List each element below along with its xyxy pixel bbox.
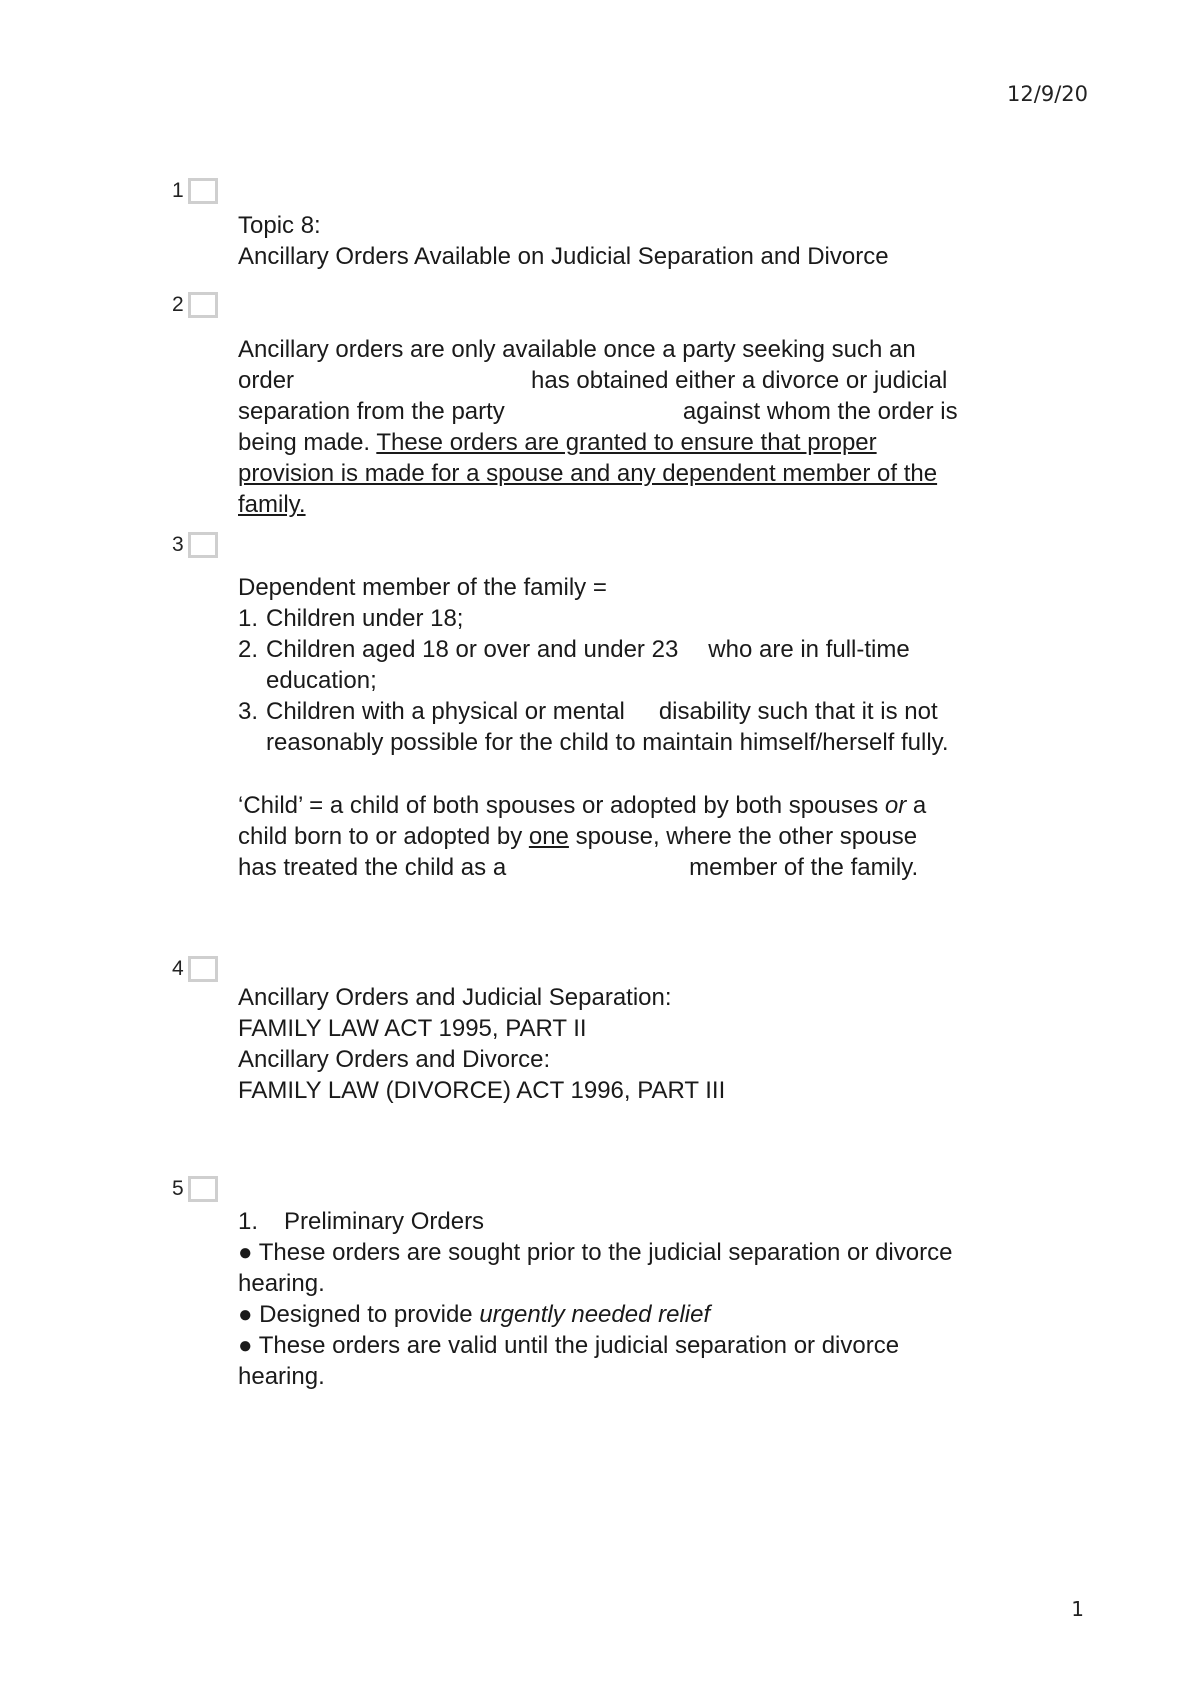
underlined-text: provision is made for a spouse and any dependent member of the (238, 460, 938, 487)
page-number: 1 (1071, 1597, 1084, 1621)
text-line: FAMILY LAW (DIVORCE) ACT 1996, PART III (238, 1077, 726, 1104)
paragraph-line (238, 427, 1058, 458)
list-item: 1. Children under 18; (238, 605, 464, 632)
text-fragment: has obtained either a divorce or judicial (531, 367, 948, 394)
text-fragment: against whom the order is (682, 398, 958, 425)
slide-marker (172, 292, 218, 318)
child-definition-line: ‘Child’ = a child of both spouses or adopted by both spouses or a (238, 792, 927, 819)
paragraph-line (238, 365, 1058, 396)
text-line: Ancillary Orders and Judicial Separation: (238, 984, 672, 1011)
slide-thumbnail-box (188, 956, 218, 982)
section-heading: 1. Preliminary Orders (238, 1208, 485, 1235)
slide-content (238, 1206, 1058, 1392)
child-definition-line: has treated the child as a member of the family. (238, 854, 919, 881)
bullet-line: ● These orders are valid until the judicial separation or divorce (238, 1332, 900, 1359)
child-definition-line: child born to or adopted by one spouse, where the other spouse (238, 823, 918, 850)
bullet-line: hearing. (238, 1270, 325, 1297)
bullet-line: ● Designed to provide urgently needed relief (238, 1301, 711, 1328)
slide-thumbnail-box (188, 292, 218, 318)
slide-number: 1 (172, 179, 184, 202)
date-header: 12/9/20 (1007, 82, 1088, 106)
text-fragment: order (238, 367, 295, 394)
slide-content (238, 982, 1058, 1106)
list-item: 3. Children with a physical or mental disability such that it is not reasonably possible for the child to maintain himself/herself fully. (238, 698, 949, 756)
text-line: FAMILY LAW ACT 1995, PART II (238, 1015, 587, 1042)
slide-marker (172, 1176, 218, 1202)
slide-thumbnail-box (188, 532, 218, 558)
paragraph-line: Ancillary orders are only available once a party seeking such an (238, 336, 916, 363)
underlined-text: one (528, 823, 569, 850)
slide-marker (172, 956, 218, 982)
italic-text: or (884, 792, 907, 819)
slide-number: 5 (172, 1177, 184, 1200)
slide-number: 2 (172, 293, 184, 316)
slide-content (238, 334, 1058, 520)
bullet-line: ● These orders are sought prior to the judicial separation or divorce (238, 1239, 953, 1266)
underlined-text: family. (238, 491, 306, 518)
slide-marker (172, 532, 218, 558)
slide-content (238, 572, 1058, 883)
italic-text: urgently needed relief (479, 1301, 711, 1328)
paragraph-line (238, 396, 1058, 427)
text-line: Ancillary Orders and Divorce: (238, 1046, 551, 1073)
list-intro: Dependent member of the family = (238, 574, 607, 601)
slide-thumbnail-box (188, 178, 218, 204)
dependent-list (238, 603, 1058, 758)
underlined-text: These orders are granted to ensure that proper (376, 429, 877, 456)
list-item: 2. Children aged 18 or over and under 23 who are in full-time education; (238, 636, 910, 694)
topic-label: Topic 8: (238, 212, 321, 239)
topic-title: Ancillary Orders Available on Judicial Separation and Divorce (238, 243, 889, 270)
bullet-line: hearing. (238, 1363, 325, 1390)
slide-thumbnail-box (188, 1176, 218, 1202)
text-fragment: separation from the party (238, 398, 505, 425)
slide-marker (172, 178, 218, 204)
text-fragment: being made. (238, 429, 377, 456)
slide-number: 4 (172, 957, 184, 980)
slide-number: 3 (172, 533, 184, 556)
slide-content (238, 210, 1058, 272)
